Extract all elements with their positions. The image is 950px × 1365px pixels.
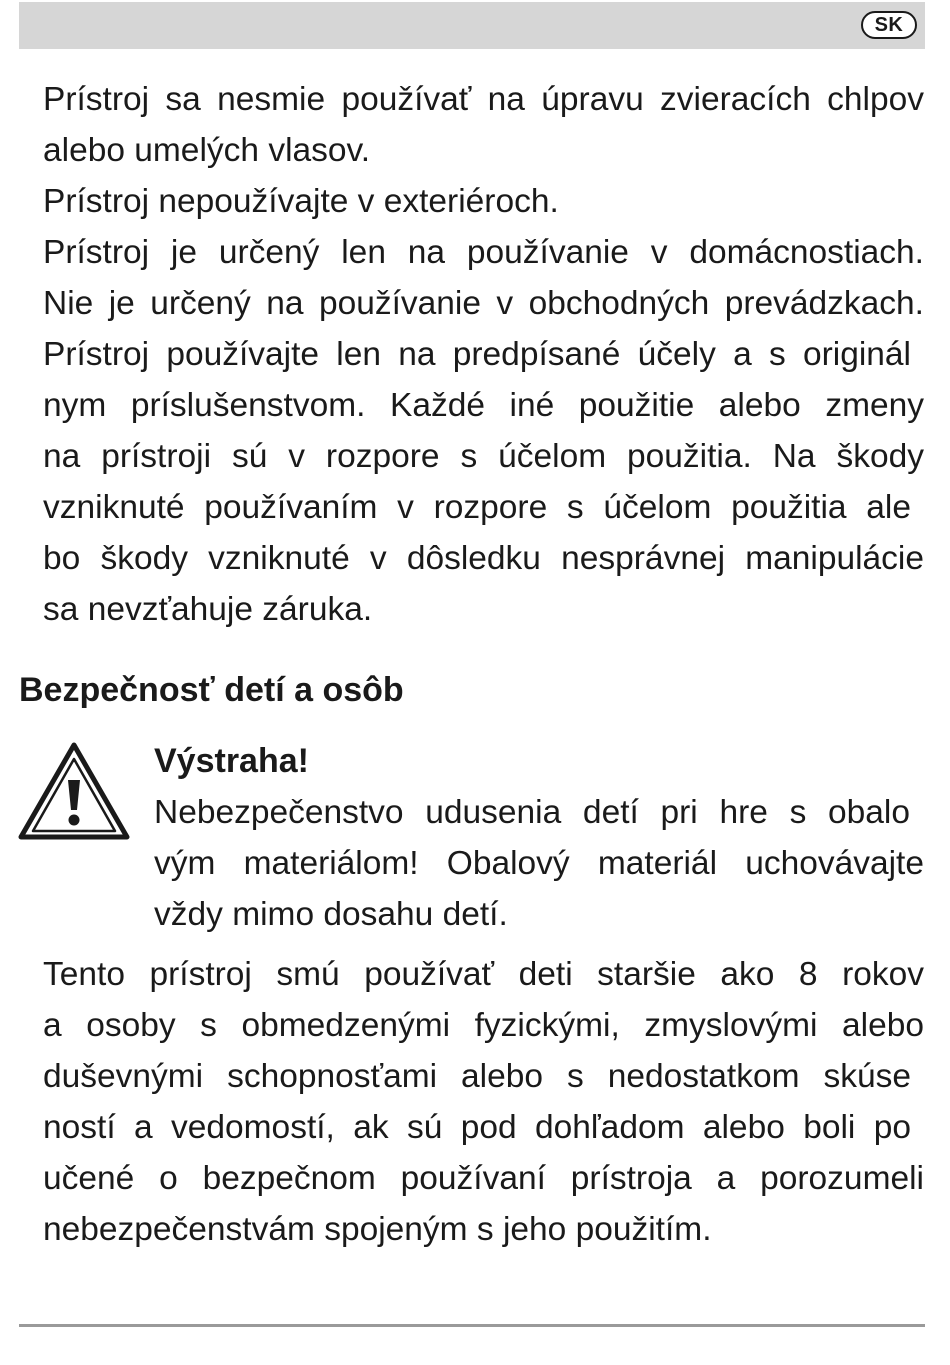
body-text-line: Prístroj je určený len na používanie v domácnostiach. — [43, 234, 924, 271]
body-text-line: ností a vedomostí, ak sú pod dohľadom alebo boli po — [43, 1109, 911, 1146]
body-text-line: vzniknuté používaním v rozpore s účelom použitia ale — [43, 489, 911, 526]
body-text-line: Prístroj sa nesmie používať na úpravu zvieracích chlpov — [43, 81, 924, 118]
body-text-line: duševnými schopnosťami alebo s nedostatkom skúse — [43, 1058, 911, 1095]
section-heading: Bezpečnosť detí a osôb — [19, 671, 404, 709]
warning-text-line: vždy mimo dosahu detí. — [154, 896, 508, 933]
body-text-line: nym príslušenstvom. Každé iné použitie alebo zmeny — [43, 387, 924, 424]
body-text-line: Tento prístroj smú používať deti staršie ako 8 rokov — [43, 956, 924, 993]
language-badge: SK — [861, 11, 917, 39]
page-header-bar — [19, 2, 925, 49]
footer-rule — [19, 1324, 925, 1327]
body-text-line: bo škody vzniknuté v dôsledku nesprávnej manipulácie — [43, 540, 924, 577]
body-text-line: na prístroji sú v rozpore s účelom použitia. Na škody — [43, 438, 924, 475]
body-text-line: Prístroj používajte len na predpísané účely a s originál — [43, 336, 911, 373]
body-text-line: sa nevzťahuje záruka. — [43, 591, 373, 628]
body-text-line: nebezpečenstvám spojeným s jeho použitím. — [43, 1211, 712, 1248]
body-text-line: Prístroj nepoužívajte v exteriéroch. — [43, 183, 559, 220]
body-text-line: Nie je určený na používanie v obchodných prevádzkach. — [43, 285, 924, 322]
warning-text-line: vým materiálom! Obalový materiál uchovávajte — [154, 845, 924, 882]
body-text-line: učené o bezpečnom používaní prístroja a porozumeli — [43, 1160, 924, 1197]
warning-triangle-icon — [18, 742, 130, 840]
body-text-line: alebo umelých vlasov. — [43, 132, 371, 169]
body-text-line: a osoby s obmedzenými fyzickými, zmyslovými alebo — [43, 1007, 924, 1044]
warning-text-line: Nebezpečenstvo udusenia detí pri hre s obalo — [154, 794, 910, 831]
warning-title: Výstraha! — [154, 742, 309, 780]
